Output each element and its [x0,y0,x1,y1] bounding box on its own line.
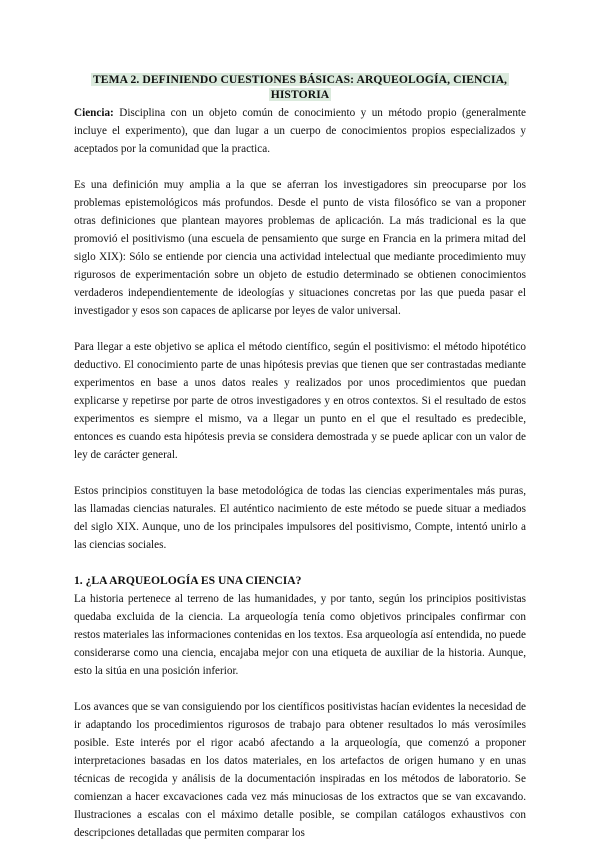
paragraph-positivism: Es una definición muy amplia a la que se aferran los investigadores sin preocuparse por los problemas epistemológicos más profundos. Desde el punto de vista filosófico se van a proponer otras definiciones que plantean mayores problemas de aplicación. La más tradicional es la que promovió el positivismo (una escuela de pensamiento que surge en Francia en la primera mitad del siglo XIX): Sólo se entiende por ciencia una actividad intelectual que mediante procedimiento muy rigurosos de experimentación sobre un objeto de estudio determinado se obtienen conocimientos verdaderos independientemente de ideologías y situaciones concretas por las que pueda pasar el investigador y esos son capaces de aplicarse por leyes de valor universal. [74,179,526,317]
paragraph-natural-sciences: Estos principios constituyen la base metodológica de todas las ciencias experimentales más puras, las llamadas ciencias naturales. El auténtico nacimiento de este método se puede situar a mediados del siglo XIX. Aunque, uno de los principales impulsores del positivismo, Compte, intentó unirlo a las ciencias sociales. [74,485,526,551]
title-line-2: HISTORIA [270,88,330,101]
document-title [74,72,526,102]
definition-text: Disciplina con un objeto común de conocimiento y un método propio (generalmente incluye el experimento), que dan lugar a un cuerpo de conocimientos propios especializados y aceptados por la comunidad que la practica. [74,107,526,155]
paragraph-history-humanities: La historia pertenece al terreno de las humanidades, y por tanto, según los principios positivistas quedaba excluida de la ciencia. La arqueología tenía como objetivos principales confirmar con restos materiales las informaciones contenidas en los textos. Esa arqueología así entendida, no puede considerarse como una ciencia, encajaba mejor con una etiqueta de auxiliar de la historia. Aunque, esto la sitúa en una posición inferior. [74,593,526,677]
paragraph-archaeology-rigor: Los avances que se van consiguiendo por los científicos positivistas hacían evidentes la necesidad de ir adaptando los procedimientos rigurosos de trabajo para obtener resultados lo más verosímiles posible. Este interés por el rigor acabó afectando a la arqueología, que comenzó a proponer interpretaciones basadas en los datos materiales, en los artefactos de origen humano y en unas técnicas de recogida y análisis de la documentación inspiradas en los métodos de laboratorio. Se comienzan a hacer excavaciones cada vez más minuciosas de los extractos que se van excavando. Ilustraciones a escalas con el máximo detalle posible, se compilan catálogos exhaustivos con descripciones detalladas que permiten comparar los [74,701,526,839]
paragraph-scientific-method: Para llegar a este objetivo se aplica el método científico, según el positivismo: el método hipotético deductivo. El conocimiento parte de unas hipótesis previas que tienen que ser contrastadas mediante experimentos en base a unos datos reales y realizados por unos procedimientos que puedan explicarse y repetirse por parte de otros investigadores y en otros contextos. Si el resultado de estos experimentos es siempre el mismo, va a llegar un punto en el que el resultado es predecible, entonces es cuando esta hipótesis previa se considera demostrada y se puede aplicar con un valor de ley de carácter general. [74,341,526,461]
section-heading: 1. ¿LA ARQUEOLOGÍA ES UNA CIENCIA? [74,574,302,587]
title-line-1: TEMA 2. DEFINIENDO CUESTIONES BÁSICAS: ARQUEOLOGÍA, CIENCIA, [92,73,508,86]
definition-term: Ciencia: [74,107,114,119]
definition-paragraph [74,104,526,158]
